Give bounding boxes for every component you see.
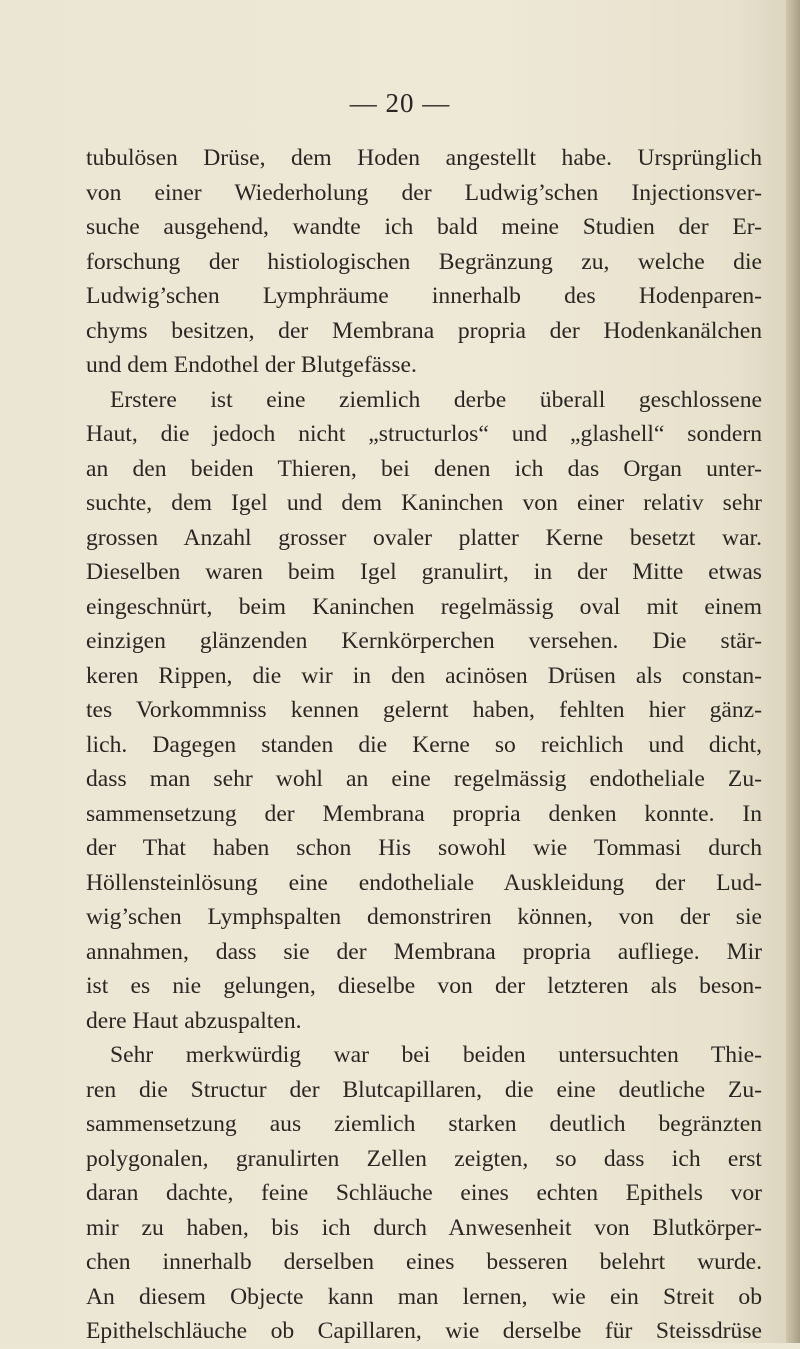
text-line: daran dachte, feine Schläuche eines echten Epithels vor [86, 1180, 762, 1206]
text-line: forschung der histiologischen Begränzung zu, welche die [86, 248, 762, 275]
text-line: ist es nie gelungen, dieselbe von der letzteren als beson- [86, 973, 762, 999]
text-line: Sehr merkwürdig war bei beiden untersuchten Thie- [110, 1042, 762, 1068]
text-line: einzigen glänzenden Kernkörperchen versehen. Die stär- [86, 628, 762, 654]
text-line: grossen Anzahl grosser ovaler platter Kerne besetzt war. [86, 524, 762, 551]
text-line: suche ausgehend, wandte ich bald meine Studien der Er- [86, 214, 762, 240]
text-line: Haut, die jedoch nicht „structurlos“ und „glashell“ sondern [86, 421, 762, 447]
text-line: sammensetzung der Membrana propria denken konnte. In [86, 800, 762, 827]
text-line: sammensetzung aus ziemlich starken deutlich begränzten [86, 1111, 762, 1137]
text-line: tubulösen Drüse, dem Hoden angestellt habe. Ursprünglich [86, 145, 762, 171]
text-line: und dem Endothel der Blutgefässe. [86, 352, 417, 378]
text-line: Erstere ist eine ziemlich derbe überall geschlossene [110, 386, 762, 413]
text-line: polygonalen, granulirten Zellen zeigten, so dass ich erst [86, 1145, 762, 1172]
text-line: Epithelschläuche ob Capillaren, wie derselbe für Steissdrüse [86, 1318, 762, 1344]
text-line: tes Vorkommniss kennen gelernt haben, fehlten hier gänz- [86, 697, 762, 723]
text-line: suchte, dem Igel und dem Kaninchen von einer relativ sehr [86, 490, 762, 516]
text-line: dere Haut abzuspalten. [86, 1007, 302, 1034]
page-number: — 20 — [349, 88, 451, 118]
text-line: keren Rippen, die wir in den acinösen Drüsen als constan- [86, 662, 762, 689]
text-line: chen innerhalb derselben eines besseren belehrt wurde. [86, 1249, 762, 1275]
text-line: dass man sehr wohl an eine regelmässig endotheliale Zu- [86, 766, 762, 792]
text-line: von einer Wiederholung der Ludwig’schen Injectionsver- [86, 179, 762, 206]
text-line: eingeschnürt, beim Kaninchen regelmässig oval mit einem [86, 593, 762, 620]
text-line: Dieselben waren beim Igel granulirt, in der Mitte etwas [86, 559, 762, 585]
text-line: der That haben schon His sowohl wie Tommasi durch [86, 835, 762, 861]
text-line: lich. Dagegen standen die Kerne so reichlich und dicht, [86, 731, 762, 758]
page-edge-shadow [786, 0, 800, 1343]
text-line: chyms besitzen, der Membrana propria der Hodenkanälchen [86, 317, 762, 344]
text-line: wig’schen Lymphspalten demonstriren können, von der sie [86, 904, 762, 930]
body-text [86, 141, 762, 1349]
text-line: Ludwig’schen Lymphräume innerhalb des Hodenparen- [86, 283, 762, 309]
text-line: mir zu haben, bis ich durch Anwesenheit von Blutkörper- [86, 1214, 762, 1241]
text-line: Höllensteinlösung eine endotheliale Auskleidung der Lud- [86, 869, 762, 896]
text-line: an den beiden Thieren, bei denen ich das Organ unter- [86, 455, 762, 482]
text-line: An diesem Objecte kann man lernen, wie ein Streit ob [86, 1283, 762, 1310]
text-line: ren die Structur der Blutcapillaren, die eine deutliche Zu- [86, 1076, 762, 1103]
text-line: annahmen, dass sie der Membrana propria aufliege. Mir [86, 938, 762, 965]
